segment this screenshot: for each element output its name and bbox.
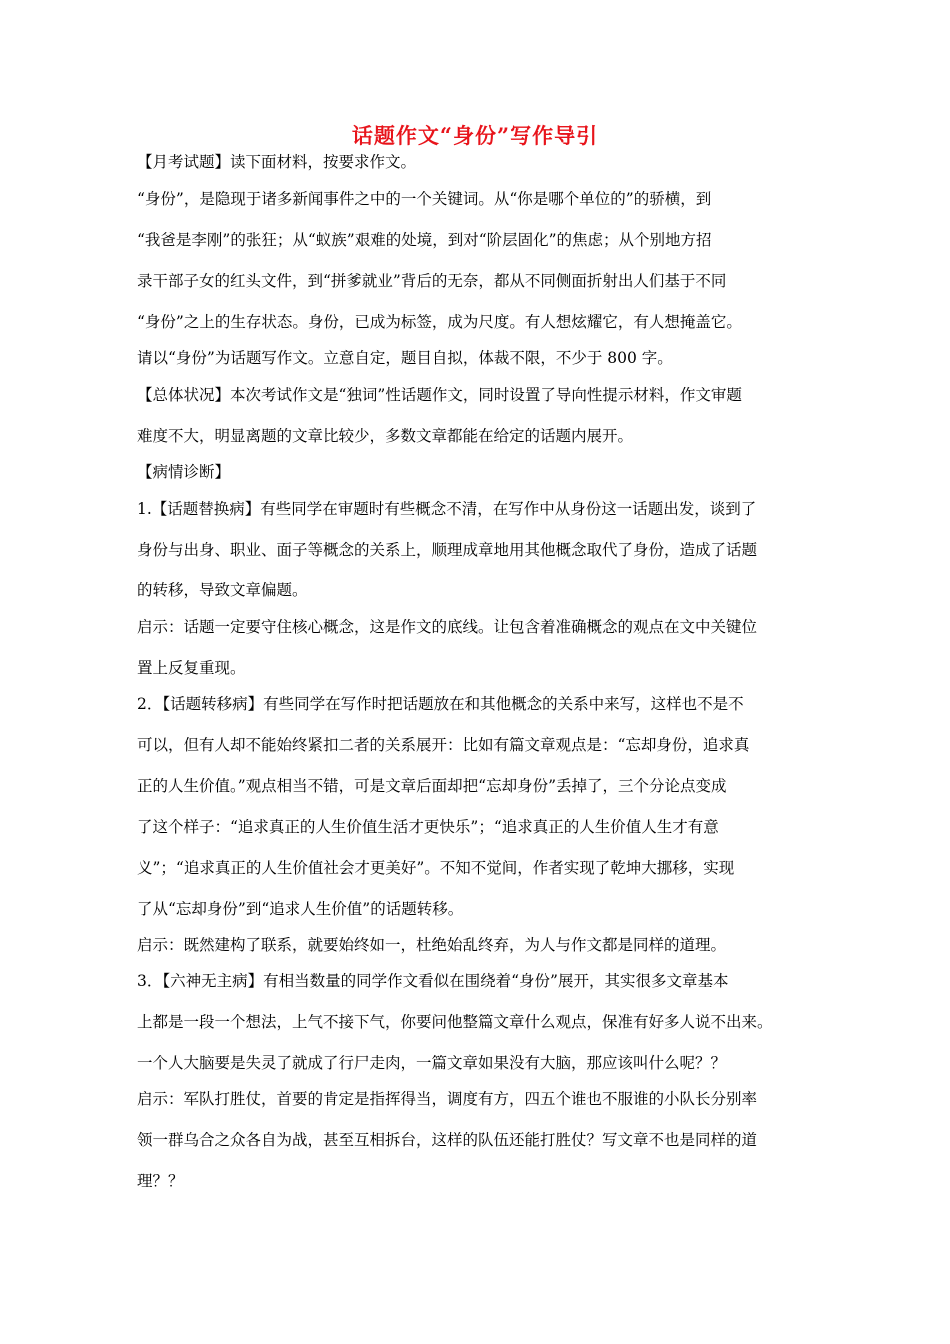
document-title: 话题作文“身份”写作导引: [351, 123, 599, 148]
text-line: 身份与出身、职业、面子等概念的关系上，顺理成章地用其他概念取代了身份，造成了话题: [137, 541, 758, 559]
text-line: “身份”之上的生存状态。身份，已成为标签，成为尺度。有人想炫耀它，有人想掩盖它。: [137, 313, 742, 331]
text-line: 的转移，导致文章偏题。: [137, 581, 308, 599]
text-line: 2．【话题转移病】有些同学在写作时把话题放在和其他概念的关系中来写，这样也不是不: [137, 695, 744, 713]
text-line: “我爸是李刚”的张狂；从“蚁族”艰难的处境，到对“阶层固化”的焦虑；从个别地方招: [137, 231, 712, 249]
text-line: 请以“身份”为话题写作文。立意自定，题目自拟，体裁不限，不少于 800 字。: [137, 349, 673, 367]
text-line: 启示：既然建构了联系，就要始终如一，杜绝始乱终弃，为人与作文都是同样的道理。: [137, 936, 727, 954]
text-line: 3．【六神无主病】有相当数量的同学作文看似在围绕着“身份”展开，其实很多文章基本: [137, 972, 729, 990]
text-line: 难度不大，明显离题的文章比较少，多数文章都能在给定的话题内展开。: [137, 427, 634, 445]
text-line: 义”；“追求真正的人生价值社会才更美好”。不知不觉间，作者实现了乾坤大挪移，实现: [137, 859, 735, 877]
section-heading: 【病情诊断】: [137, 463, 231, 481]
text-line: “身份”，是隐现于诸多新闻事件之中的一个关键词。从“你是哪个单位的”的骄横，到: [137, 190, 712, 208]
text-line: 1.【话题替换病】有些同学在审题时有些概念不清，在写作中从身份这一话题出发，谈到了: [137, 500, 757, 518]
text-line: 录干部子女的红头文件，到“拼爹就业”背后的无奈，都从不同侧面折射出人们基于不同: [137, 272, 727, 290]
text-line-intro: 【月考试题】读下面材料，按要求作文。: [137, 153, 417, 171]
text-line: 【总体状况】本次考试作文是“独词”性话题作文，同时设置了导向性提示材料，作文审题: [137, 386, 742, 404]
text-line: 了从“忘却身份”到“追求人生价值”的话题转移。: [137, 900, 464, 918]
text-line: 了这个样子：“追求真正的人生价值生活才更快乐”；“追求真正的人生价值人生才有意: [137, 818, 719, 836]
text-line: 领一群乌合之众各自为战，甚至互相拆台，这样的队伍还能打胜仗？写文章不也是同样的道: [137, 1131, 758, 1149]
text-line: 启示：军队打胜仗，首要的肯定是指挥得当，调度有方，四五个谁也不服谁的小队长分别率: [137, 1090, 758, 1108]
text-line: 可以，但有人却不能始终紧扣二者的关系展开：比如有篇文章观点是：“忘却身份，追求真: [137, 736, 750, 754]
text-line: 置上反复重现。: [137, 659, 246, 677]
text-line: 正的人生价值。”观点相当不错，可是文章后面却把“忘却身份”丢掉了，三个分论点变成: [137, 777, 727, 795]
text-line: 上都是一段一个想法，上气不接下气，你要问他整篇文章什么观点，保准有好多人说不出来。: [137, 1013, 773, 1031]
text-line: 理？？: [137, 1172, 184, 1190]
text-line: 一个人大脑要是失灵了就成了行尸走肉，一篇文章如果没有大脑，那应该叫什么呢？？: [137, 1054, 727, 1072]
text-line: 启示：话题一定要守住核心概念，这是作文的底线。让包含着准确概念的观点在文中关键位: [137, 618, 758, 636]
